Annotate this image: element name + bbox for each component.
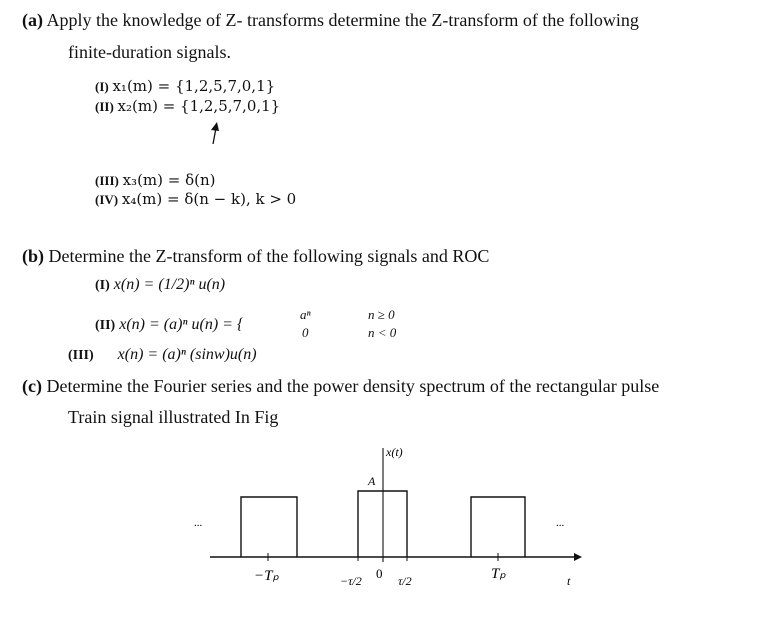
case-brace [282, 304, 294, 342]
label-neg-tau: −τ/2 [340, 574, 362, 588]
part-a-text: Apply the knowledge of Z- transforms determine the Z-transform of the following [46, 10, 639, 30]
part-a-item-1: (I) x₁(m) = {1,2,5,7,0,1} [95, 77, 276, 95]
label-pos-tau: τ/2 [398, 574, 412, 588]
part-a-label: (a) [22, 10, 43, 30]
time-axis-arrow-icon [574, 553, 582, 561]
case2-value: 0 [302, 325, 309, 340]
case2-condition: n < 0 [368, 325, 397, 340]
part-b-line1 [22, 246, 489, 267]
part-a-item-4: (IV) x₄(m) = δ(n − k), k > 0 [95, 190, 297, 208]
case1-condition: n ≥ 0 [368, 307, 395, 322]
case1-value: aⁿ [300, 307, 311, 322]
part-c-line1 [22, 376, 659, 397]
part-a-item-3: (III) x₃(m) = δ(n) [95, 171, 216, 189]
part-a-line2: finite-duration signals. [68, 42, 231, 62]
part-b-text: Determine the Z-transform of the following signals and ROC [48, 246, 490, 266]
pulse-train-figure [190, 440, 590, 610]
label-zero: 0 [376, 566, 383, 581]
part-a-item-2: (II) x₂(m) = {1,2,5,7,0,1} [95, 97, 281, 115]
part-a-line1 [22, 10, 639, 31]
ellipsis-right: ... [556, 517, 565, 529]
pulse-left [241, 497, 297, 557]
part-b-item-3: (III) x(n) = (a)ⁿ (sinw)u(n) [68, 346, 257, 363]
ylabel: x(t) [386, 445, 403, 459]
part-c-text: Determine the Fourier series and the power density spectrum of the rectangular pulse [46, 376, 660, 396]
label-neg-tp: −Tₚ [254, 568, 279, 584]
ellipsis-left: ... [194, 517, 203, 529]
part-b-item-1: (I) x(n) = (1/2)ⁿ u(n) [95, 276, 226, 293]
pulse-right [471, 497, 525, 557]
part-c-label: (c) [22, 376, 42, 396]
amplitude-label: A [368, 474, 376, 488]
up-arrow-icon [205, 120, 225, 146]
label-pos-tp: Tₚ [491, 566, 506, 582]
label-t: t [567, 574, 571, 588]
part-c-line2: Train signal illustrated In Fig [68, 407, 279, 427]
part-b-item-2: (II) x(n) = (a)ⁿ u(n) = { [95, 316, 244, 333]
part-b-label: (b) [22, 246, 44, 266]
